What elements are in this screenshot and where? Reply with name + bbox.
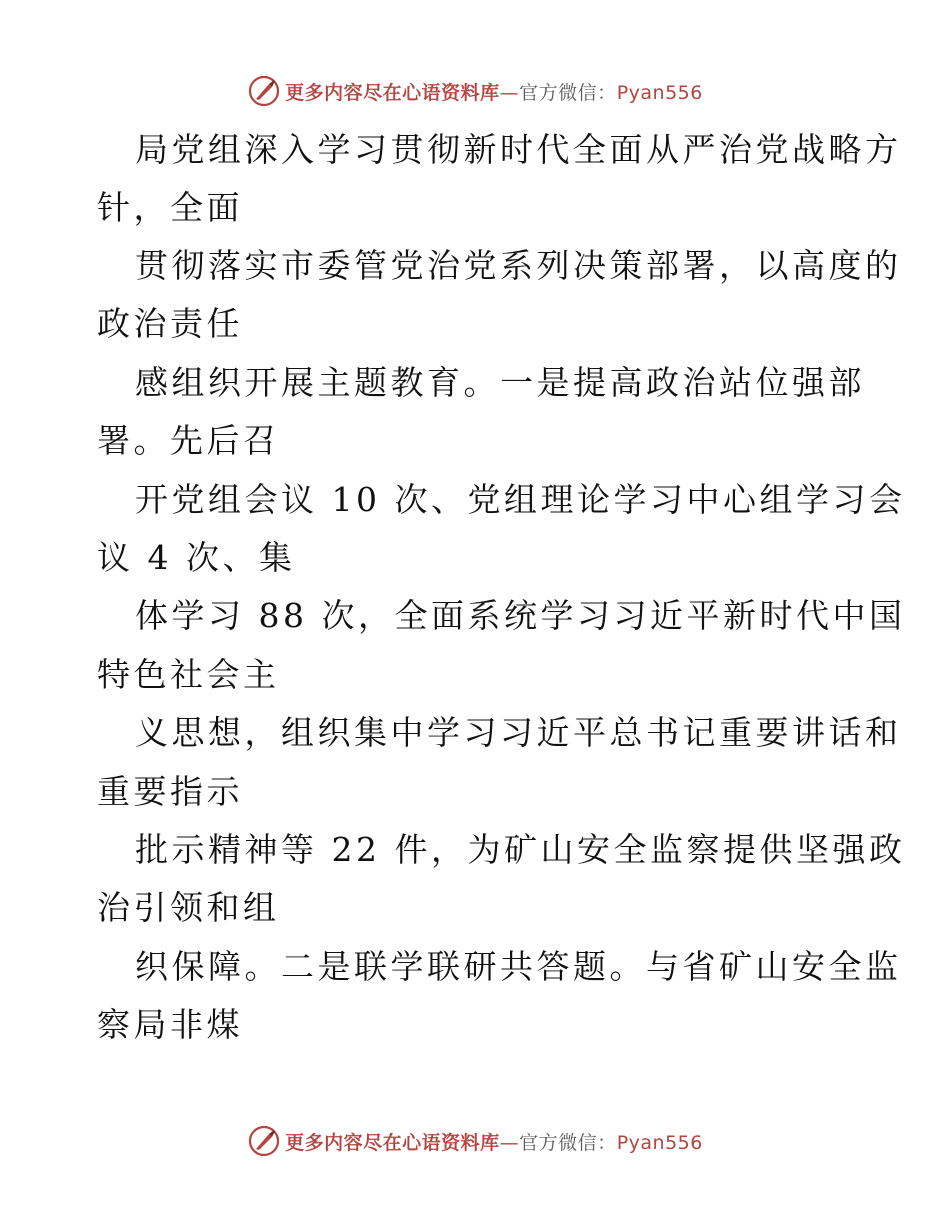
body-line: 织保障。二是联学联研共答题。与省矿山安全监 <box>135 947 902 986</box>
body-line: 义思想，组织集中学习习近平总书记重要讲话和 <box>135 713 902 752</box>
body-line: 贯彻落实市委管党治党系列决策部署，以高度的 <box>135 246 902 285</box>
body-line: 署。先后召 <box>97 421 280 460</box>
header-watermark <box>0 71 950 111</box>
body-line: 特色社会主 <box>97 655 280 694</box>
body-line: 政治责任 <box>97 304 243 343</box>
footer-brand: 更多内容尽在心语资料库 <box>285 1131 500 1154</box>
body-line: 感组织开展主题教育。一是提高政治站位强部 <box>135 363 865 402</box>
body-line: 治引领和组 <box>97 888 280 927</box>
header-dash: — <box>499 81 520 104</box>
quill-logo-icon <box>247 74 281 108</box>
header-contact-id: Pyan556 <box>616 81 703 104</box>
footer-contact-id: Pyan556 <box>616 1131 703 1154</box>
body-line: 体学习 88 次，全面系统学习习近平新时代中国 <box>135 596 906 635</box>
header-brand: 更多内容尽在心语资料库 <box>285 81 500 104</box>
header-contact-label: 官方微信： <box>519 81 617 104</box>
footer-watermark <box>0 1121 950 1161</box>
footer-dash: — <box>499 1131 520 1154</box>
footer-contact-label: 官方微信： <box>519 1131 617 1154</box>
body-line: 局党组深入学习贯彻新时代全面从严治党战略方 <box>135 130 902 169</box>
body-line: 批示精神等 22 件，为矿山安全监察提供坚强政 <box>135 830 906 869</box>
body-line: 议 4 次、集 <box>97 538 296 577</box>
body-line: 重要指示 <box>97 772 243 811</box>
body-line: 针，全面 <box>97 188 243 227</box>
body-line: 察局非煤 <box>97 1005 243 1044</box>
body-line: 开党组会议 10 次、党组理论学习中心组学习会 <box>135 480 906 519</box>
quill-logo-icon <box>247 1124 281 1158</box>
